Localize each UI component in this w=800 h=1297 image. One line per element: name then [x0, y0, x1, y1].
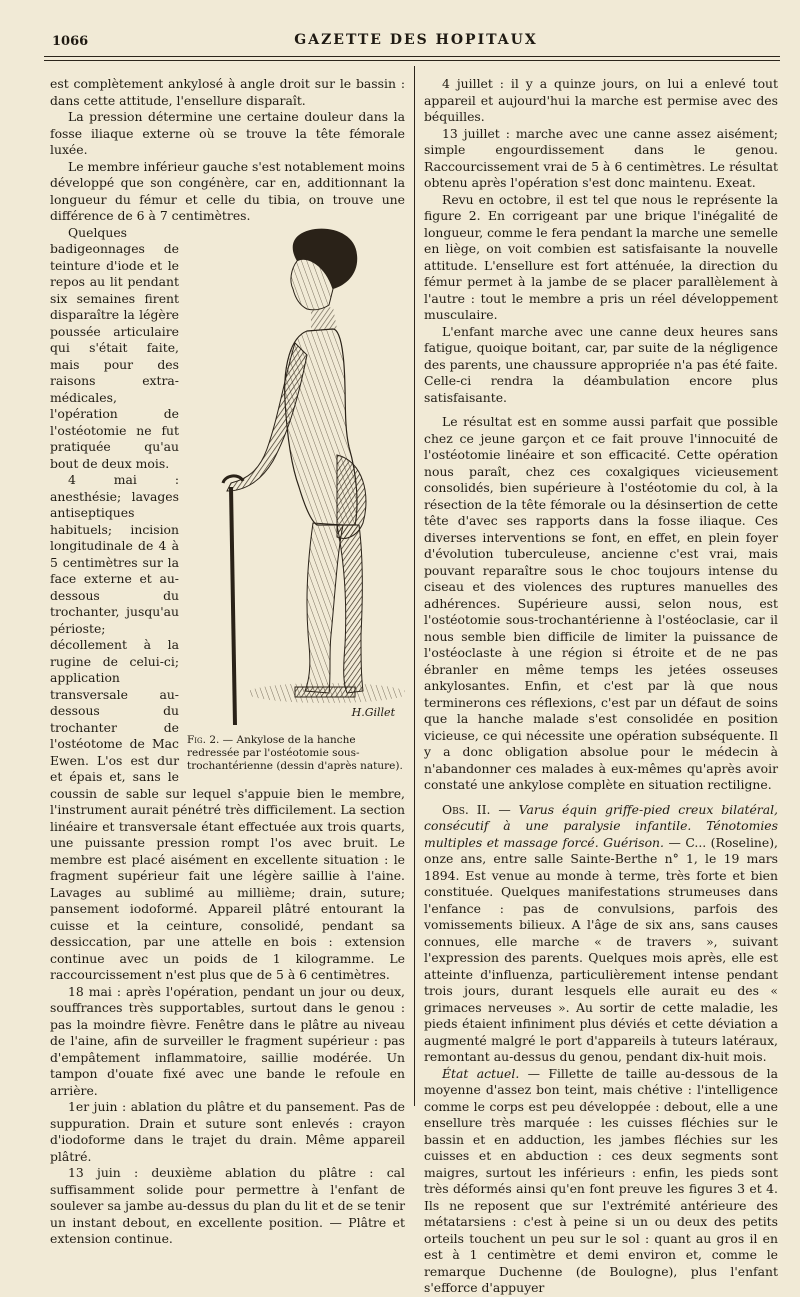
- paragraph: 13 juin : deuxième ablation du plâtre : cal suffisamment solide pour permettre à l'enfant de soulever sa jambe au-dessus du plan du lit et de se tenir un instant debout, en excellente position. — Plâtre et extension continue.: [50, 1165, 405, 1246]
- paragraph: Le membre inférieur gauche s'est notablement moins développé que son congénère, car en, additionnant la longueur du fémur et celle du tibia, on trouve une différence de 6 à 7 centimètres.: [50, 158, 405, 223]
- figure-caption: [187, 734, 405, 773]
- paragraph: Le résultat est en somme aussi parfait que possible chez ce jeune garçon et ce fait prouve l'innocuité de l'ostéotomie linéaire et son efficacité. Cette opération nous paraît, chez ces coxalgiques vicieusement consolidés, bien supérieure à l'ostéotomie du col, à la résection de la tête fémorale ou la désinsertion de cette tête d'avec ses rapports dans la fosse iliaque. Ces diverses interventions se font, en effet, en plein foyer d'évolution tuberculeuse, ancienne c'est vrai, mais pouvant reparaître sous le choc toujours intense du ciseau et des violences des ruptures manuelles des adhérences. Supérieure aussi, selon nous, est l'ostéotomie sous-trochantérienne à l'ostéoclasie, car il nous semble bien difficile de limiter la puissance de l'ostéoclaste à une région si étroite et de ne pas ébranler en même temps les jetées osseuses ankylosantes. Enfin, et c'est par là que nous terminerons ces réflexions, c'est par un défaut de soins que la hanche malade s'est consolidée en position vicieuse, ce qui nécessite une opération subséquente. Il y a donc obligation absolue pour le médecin à n'abandonner ces malades à eux-mêmes qu'après avoir constaté une ankylose complète en situation rectiligne.: [424, 414, 778, 792]
- paragraph: 18 mai : après l'opération, pendant un jour ou deux, souffrances très supportables, surtout dans le genou : pas la moindre fièvre. Fenêtre dans le plâtre au niveau de l'aine, afin de surveiller le fragment supérieur : pas d'empâtement inflammatoire, saillie modérée. Un tampon d'ouate fixé avec une bande le refoule en arrière.: [50, 983, 405, 1098]
- obs-text: — C... (Roseline), onze ans, entre salle Sainte-Berthe n° 1, le 19 mars 1894. Est venue au monde à terme, très forte et bien constituée. Quelques manifestations strumeuses dans l'enfance : pas de convulsions, parfois des vomissements bilieux. A l'âge de six ans, sans causes connues, elle marche « de travers », suivant l'expression des parents. Quelques mois après, elle est atteinte d'influenza, particulièrement intense pendant trois jours, durant lesquels elle aurait eu des « grimaces nerveuses ». Au sortir de cette maladie, les pieds étaient infiniment plus déviés et cette déviation a augmenté malgré le port d'appareils à tuteurs latéraux, remontant au-dessus du genou, pendant dix-huit mois.: [424, 834, 778, 1064]
- right-column: [424, 76, 778, 1297]
- figure-2: [187, 225, 405, 773]
- etat-actuel-paragraph: [424, 1066, 778, 1297]
- paragraph: 13 juillet : marche avec une canne assez aisément; simple engourdissement dans le genou. Raccourcissement vrai de 5 à 6 centimètres. Le résultat obtenu après l'opération s'est donc maintenu. Exeat.: [424, 125, 778, 190]
- paragraph: 4 juillet : il y a quinze jours, on lui a enlevé tout appareil et aujourd'hui la marche est permise avec des béquilles.: [424, 76, 778, 124]
- illustrator-signature: H.Gillet: [351, 705, 395, 719]
- paragraph: L'enfant marche avec une canne deux heures sans fatigue, quoique boitant, car, par suite de la négligence des parents, une chaussure appropriée n'a pas été faite. Celle-ci rendra la déambulation encore plus satisfaisante.: [424, 323, 778, 405]
- paragraph: La pression détermine une certaine douleur dans la fosse iliaque externe où se trouve la tête fémorale luxée.: [50, 109, 405, 157]
- header-rule-top: [44, 56, 780, 57]
- paragraph: Revu en octobre, il est tel que nous le représente la figure 2. En corrigeant par une brique l'inégalité de longueur, comme le fera pendant la marche une semelle en liège, on voit combien est satisfaisante la nouvelle attitude. L'ensellure est fort atténuée, la direction du fémur permet à la jambe de se placer parallèlement à l'autre : tout le membre a pris un réel développement musculaire.: [424, 191, 778, 322]
- paragraph: 4 mai : anesthésie; lavages antiseptiques habituels; incision longitudinale de 4 à 5 centimètres sur la face externe et au-dessous du trochanter, jusqu'au périoste; décollement à la rugine de celui-ci; application transversale au-dessous du trochanter de l'ostéotome de Mac Ewen. L'os est dur et épais et, sans le coussin de sable sur lequel s'appuie bien le membre, l'instrument aurait pénétré très difficilement. La section linéaire et transversale étant effectuée aux trois quarts, une puissante pression rompt l'os avec bruit. Le membre est placé aisément en excellente situation : le fragment supérieur fait une légère saillie à l'aine. Lavages au sublimé au millième; drain, suture; pansement iodoformé. Appareil plâtré entourant la cuisse et la ceinture, consolidé, pendant sa dessiccation, par une attelle en bois : extension continue avec un poids de 1 kilogramme. Le raccourcissement n'est plus que de 5 à 6 centimètres.: [50, 472, 405, 982]
- left-column: [50, 76, 405, 1248]
- figure-caption-text: — Ankylose de la hanche redressée par l'ostéotomie sous-trochantérienne (dessin d'après nature).: [187, 733, 403, 772]
- paragraph: 1er juin : ablation du plâtre et du pansement. Pas de suppuration. Drain et suture sont enlevés : crayon d'iodoforme dans le trajet du drain. Même appareil plâtré.: [50, 1099, 405, 1164]
- paragraph: Quelques badigeonnages de teinture d'iode et le repos au lit pendant six semaines firent disparaître la légère poussée articulaire qui s'était faite, mais pour des raisons extra-médicales, l'opération de l'ostéotomie ne fut pratiquée qu'au bout de deux mois.: [50, 224, 179, 471]
- page-number: 1066: [52, 34, 89, 49]
- etat-label: État actuel.: [442, 1065, 520, 1081]
- obs-title: — Varus équin griffe-pied creux bilatéral, consécutif à une paralysie infantile. Ténotomies multiples et massage forcé. Guérison.: [424, 801, 778, 850]
- obs-label: Obs. II.: [442, 801, 491, 817]
- page-header: [52, 30, 780, 54]
- paragraph: est complètement ankylosé à angle droit sur le bassin : dans cette attitude, l'ensellure disparaît.: [50, 76, 405, 108]
- column-divider: [414, 66, 415, 1106]
- standing-child-figure-illustration: [187, 225, 405, 725]
- observation-heading: [424, 802, 778, 1066]
- etat-text: — Fillette de taille au-dessous de la moyenne d'assez bon teint, mais chétive : l'intelligence comme le corps est peu développée : debout, elle a une ensellure très marquée : les cuisses fléchies sur le bassin et en adduction, les jambes fléchies sur les cuisses et en abduction : ces deux segments sont maigres, surtout les inférieurs : enfin, les pieds sont très déformés ainsi qu'en font preuve les figures 3 et 4. Ils ne reposent que sur l'extrémité antérieure des métatarsiens : c'est à peine si un ou deux des petits orteils touchent un peu sur le sol : quant au gros il en est à 1 centimètre et demi environ et, comme le remarque Duchenne (de Boulogne), plus l'enfant s'efforce d'appuyer: [424, 1065, 778, 1295]
- journal-title: GAZETTE DES HOPITAUX: [294, 32, 538, 48]
- header-rule-bottom: [44, 60, 780, 61]
- figure-label: Fig. 2.: [187, 733, 220, 746]
